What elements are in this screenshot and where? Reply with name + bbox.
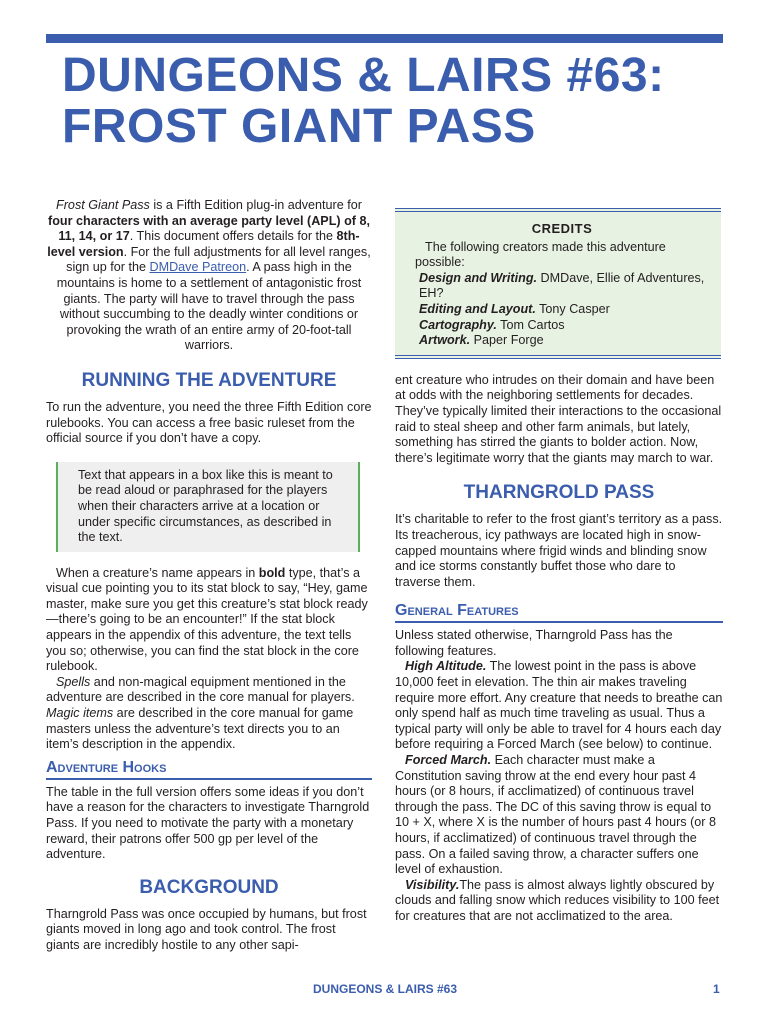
background-paragraph: Tharngrold Pass was once occupied by humans, but frost giants moved in long ago and took control. The frost giants are incredibly hostile to any other sapi- <box>46 906 367 952</box>
left-column <box>46 198 372 954</box>
right-column <box>395 200 723 925</box>
adventure-hooks-paragraph: The table in the full version offers some ideas if you don’t have a reason for the characters to investigate Tharngrold Pass. If you need to motivate the party with a monetary reward, their patrons offer 500 gp per level of the adventure. <box>46 784 370 862</box>
intro-paragraph <box>46 198 372 354</box>
intro-text-3: . For the full adjustments for all level ranges, sign up for the <box>66 244 371 275</box>
credit-design-value: DMDave, Ellie of Adventures, EH? <box>419 270 705 301</box>
title-line-2: FROST GIANT PASS <box>62 100 536 153</box>
credit-design <box>415 271 709 302</box>
spells-paragraph <box>46 675 372 753</box>
credit-artwork-value: Paper Forge <box>470 333 544 348</box>
bold-para-text-1: When a creature’s name appears in <box>56 565 259 580</box>
intro-bold-apl: four characters with an average party level (APL) of 8, 11, 14, or 17 <box>48 213 370 244</box>
credit-cartography-label: Cartography. <box>419 317 497 332</box>
page-number: 1 <box>713 982 720 996</box>
credit-artwork-label: Artwork. <box>419 333 471 348</box>
read-aloud-box <box>56 462 360 552</box>
credit-cartography-value: Tom Cartos <box>496 317 565 332</box>
footer-title: DUNGEONS & LAIRS #63 <box>313 982 458 996</box>
background-continued: ent creature who intrudes on their domain and have been at odds with the neighboring settlements for decades. They’ve typically limited their interactions to the occasional raid to steal sheep and other farm animals, but lately, something has stirred the giants to bolder action. Now, there’s legitimate worry that the giants may march to war. <box>395 372 722 465</box>
bold-type-paragraph <box>46 566 372 675</box>
magic-items-italic: Magic items <box>46 706 114 721</box>
background-heading: BACKGROUND <box>139 876 279 898</box>
visibility-text: The pass is almost always lightly obscured by clouds and falling snow which reduces visibility to 100 feet for creatures that are not acclimatized to the area. <box>395 877 720 923</box>
forced-march-label: Forced March. <box>405 753 492 768</box>
credit-editing <box>415 302 709 318</box>
credits-intro: The following creators made this adventure possible: <box>415 239 666 270</box>
credit-design-label: Design and Writing. <box>419 270 538 285</box>
tharngrold-paragraph: It’s charitable to refer to the frost giant’s territory as a pass. Its treacherous, icy pathways are located high in snow-capped mountains where frigid winds and blinding snow and ice storms constantly buffet those who dare to traverse them. <box>395 512 723 589</box>
high-altitude-paragraph <box>395 659 723 753</box>
tharngrold-heading: THARNGROLD PASS <box>463 482 655 504</box>
running-paragraph: To run the adventure, you need the three Fifth Edition core rulebooks. You can access a free basic ruleset from the official source if you don’t have a copy. <box>46 399 372 446</box>
top-rule <box>46 34 723 43</box>
general-features-intro: Unless stated otherwise, Tharngrold Pass has the following features. <box>395 628 673 658</box>
title-line-1: DUNGEONS & LAIRS #63: <box>62 49 665 102</box>
high-altitude-text: The lowest point in the pass is above 10,000 feet in elevation. The thin air makes traveling require more effort. Any creature that needs to breathe can only spend half as much time traveling as usual. Thus a typical party will only be able to travel for 4 hours each day before requiring a Forced March (see below) to continue. <box>395 659 723 752</box>
adventure-hooks-heading: Adventure Hooks <box>46 759 372 780</box>
high-altitude-label: High Altitude. <box>405 659 487 674</box>
intro-text-2: . This document offers details for the <box>129 229 337 244</box>
adventure-title-italic: Frost Giant Pass <box>56 198 150 212</box>
intro-text-1: is a Fifth Edition plug-in adventure for <box>149 198 362 212</box>
bold-word: bold <box>258 565 286 580</box>
forced-march-paragraph <box>395 753 723 878</box>
read-aloud-text: Text that appears in a box like this is meant to be read aloud or paraphrased for the players when their characters arrive at a location or under specific circumstances, as described in the text. <box>78 467 333 545</box>
credit-cartography <box>415 318 709 334</box>
credit-editing-value: Tony Casper <box>535 301 610 316</box>
intro-text-4: . A pass high in the mountains is home to a settlement of antagonistic frost giants. The party will have to travel through the pass without succumbing to the deadly winter conditions or provoking the wrath of an entire army of 20-foot-tall warriors. <box>56 260 362 353</box>
visibility-label: Visibility. <box>405 877 460 892</box>
running-heading: RUNNING THE ADVENTURE <box>81 369 337 391</box>
general-features-heading: General Features <box>395 602 723 623</box>
spells-italic: Spells <box>56 674 91 689</box>
visibility-paragraph <box>395 878 723 925</box>
intro-bold-level: 8th-level version <box>47 229 360 259</box>
page-title <box>62 50 722 152</box>
spells-text-1: and non-magical equipment mentioned in the adventure are described in the core manual for players. <box>46 674 355 705</box>
credits-box <box>395 208 721 359</box>
bold-para-text-2: type, that’s a visual cue pointing you to its stat block to say, “Hey, game master, make sure you get this creature’s stat block ready—there’s going to be an encounter!” If the stat block appears in the appendix of this adventure, the text tells you so; otherwise, you can find the stat block in the core rulebook. <box>46 565 368 674</box>
forced-march-text: Each character must make a Constitution saving throw at the end every hour past 4 hours (or 8 hours, if acclimatized) of continuous travel through the pass. The DC of this saving throw is equal to 10 + X, where X is the number of hours past 4 hours (or 8 hours, if acclimatized) of continuous travel through the pass. On a failed saving throw, a character suffers one level of exhaustion. <box>395 753 716 877</box>
credit-artwork <box>415 333 709 349</box>
credit-editing-label: Editing and Layout. <box>419 301 536 316</box>
spells-text-2: are described in the core manual for game masters unless the adventure’s text directs you to an item’s description in the appendix. <box>46 706 354 752</box>
credits-heading: CREDITS <box>531 221 593 236</box>
patreon-link[interactable]: DMDave Patreon <box>149 260 247 275</box>
